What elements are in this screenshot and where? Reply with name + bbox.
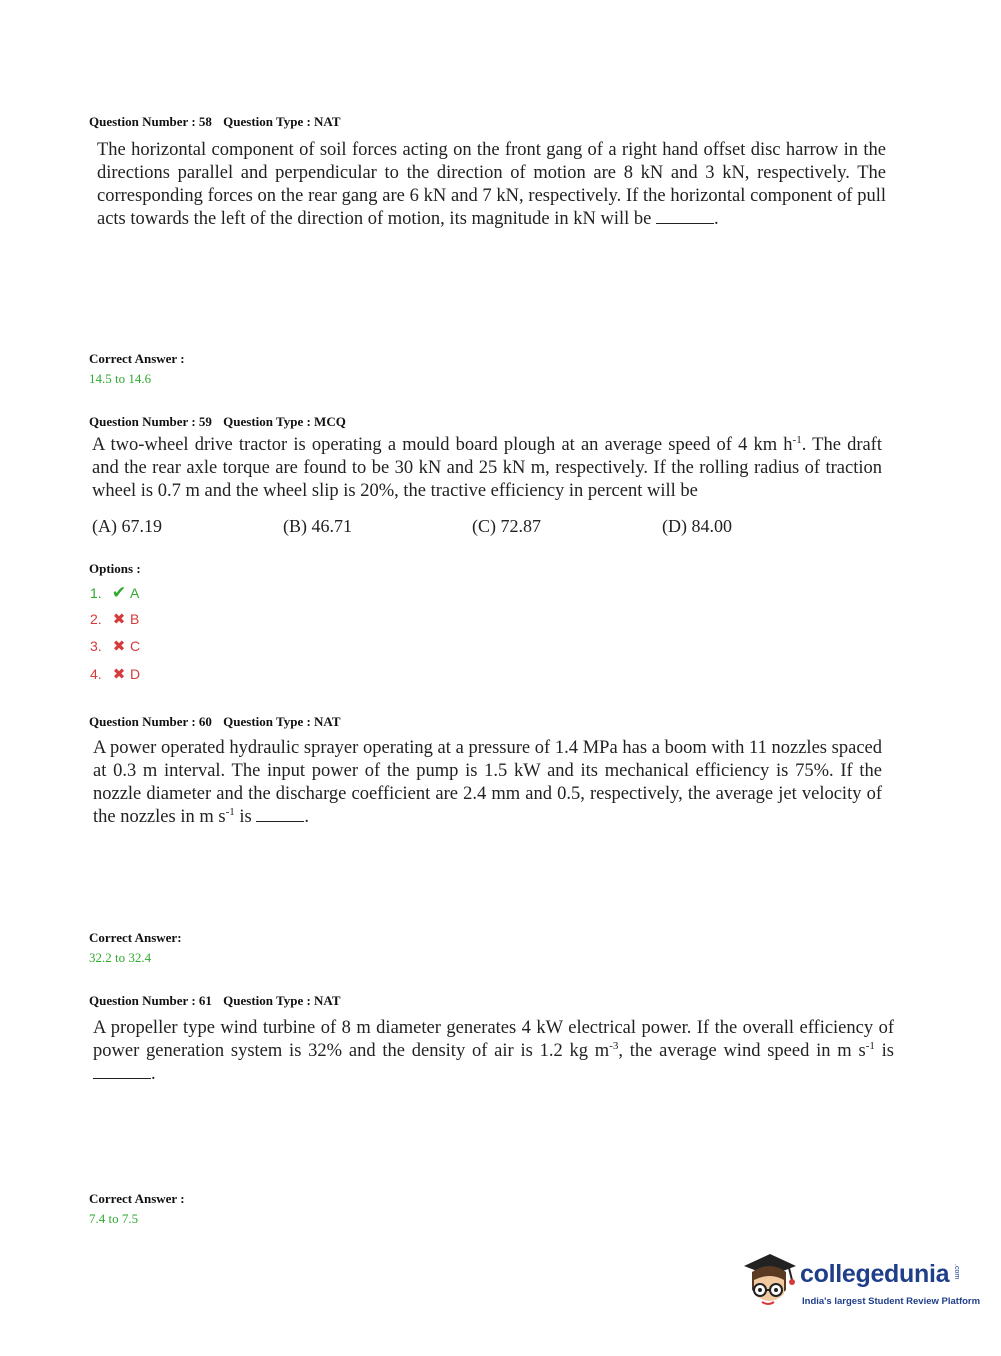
choice-b: (B) 46.71 [283,516,352,536]
student-mascot-icon [742,1250,802,1316]
question-type: Question Type : MCQ [223,414,346,429]
question-number: Question Number : 58 [89,114,212,129]
question-59-header [89,414,354,430]
check-icon: ✔ [111,583,127,602]
correct-answer-label: Correct Answer: [89,930,182,945]
question-type: Question Type : NAT [223,714,341,729]
question-number: Question Number : 59 [89,414,212,429]
question-58-header [89,114,349,130]
brand-tagline: India's largest Student Review Platform [802,1296,981,1307]
question-60-text: A power operated hydraulic sprayer operating at a pressure of 1.4 MPa has a boom with 11 nozzles spaced at 0.3 m interval. The input power of the pump is 1.5 kW and its mechanical efficiency is 75%. If the nozzle diameter and the discharge coefficient are 2.4 mm and 0.5, respectively, the average jet velocity of the nozzles in m $s^{-1}$ is . [93,738,882,827]
question-61-header [89,993,349,1009]
answer-blank [93,1064,151,1079]
correct-answer-label: Correct Answer : [89,351,185,366]
choice-c: (C) 72.87 [472,516,541,536]
option-3: 3. ✖ C [90,638,141,655]
choice-a: (A) 67.19 [92,516,162,536]
answer-blank [656,209,714,224]
question-60-header [89,714,349,730]
option-1: 1. ✔ A [90,583,140,602]
correct-answer-value: 32.2 to 32.4 [89,950,152,965]
question-number: Question Number : 61 [89,993,212,1008]
brand-suffix: .com [953,1264,960,1280]
option-2: 2. ✖ B [90,611,140,628]
brand-name: collegedunia [800,1260,950,1288]
options-label: Options : [89,561,141,576]
question-type: Question Type : NAT [223,114,341,129]
question-type: Question Type : NAT [223,993,341,1008]
cross-icon: ✖ [112,638,126,655]
cross-icon: ✖ [112,611,126,628]
question-58-text: The horizontal component of soil forces acting on the front gang of a right hand offset disc harrow in the directions parallel and perpendicular to the direction of motion are 8 kN and 3 kN, respectively. The corresponding forces on the rear gang are 6 kN and 7 kN, respectively. If the horizontal component of pull acts towards the left of the direction of motion, its magnitude in kN will be . [97,140,886,229]
cross-icon: ✖ [112,666,126,683]
option-4: 4. ✖ D [90,666,141,683]
question-number: Question Number : 60 [89,714,212,729]
answer-blank [256,807,304,822]
collegedunia-logo [742,1250,981,1320]
question-61-text: A propeller type wind turbine of 8 m diameter generates 4 kW electrical power. If the overall efficiency of power generation system is 32% and the density of air is 1.2 kg $m^{-3}$, the average wind speed in m $s^{-1}$ is . [93,1018,894,1084]
question-59-text: A two-wheel drive tractor is operating a mould board plough at an average speed of 4 km $h^{-1}$. The draft and the rear axle torque are found to be 30 kN and 25 kN m, respectively. If the rolling radius of traction wheel is 0.7 m and the wheel slip is 20%, the tractive efficiency in percent will be [92,433,882,501]
choice-d: (D) 84.00 [662,516,732,536]
correct-answer-value: 14.5 to 14.6 [89,371,152,386]
correct-answer-value: 7.4 to 7.5 [89,1211,139,1226]
correct-answer-label: Correct Answer : [89,1191,185,1206]
